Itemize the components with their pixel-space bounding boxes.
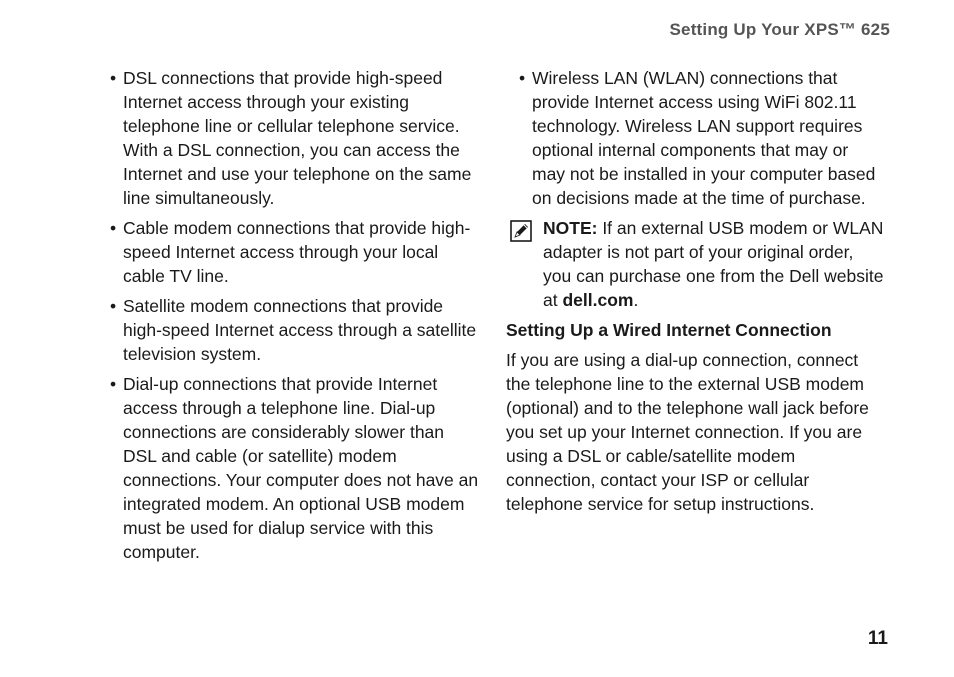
note-text: If an external USB modem or WLAN adapter is not part of your original order, you can purchase one from the Dell website at — [543, 218, 884, 310]
bullet-glyph: • — [519, 68, 526, 88]
list-item-satellite — [110, 294, 482, 366]
list-item-text: DSL connections that provide high-speed Internet access through your existing telephone line or cellular telephone service. With a DSL connection, you can access the Internet and use your telephone on the same line simultaneously. — [123, 68, 472, 208]
left-column — [110, 66, 482, 570]
list-item-dsl — [110, 66, 482, 210]
page-number: 11 — [867, 628, 888, 649]
list-item-text: Dial-up connections that provide Internet access through a telephone line. Dial-up connections are considerably slower than DSL and cable (or satellite) modem connections. Your computer does not have an integrated modem. An optional USB modem must be used for dialup service with this computer. — [123, 374, 479, 562]
connection-types-list — [110, 66, 482, 564]
bullet-glyph: • — [110, 296, 117, 316]
setup-paragraph: If you are using a dial-up connection, connect the telephone line to the external USB modem (optional) and to the telephone wall jack before you set up your Internet connection. If you are using a DSL or cable/satellite modem connection, contact your ISP or cellular telephone service for setup instructions. — [506, 350, 869, 514]
dell-website-link[interactable]: dell.com — [562, 290, 634, 310]
connection-types-list-continued — [506, 66, 886, 210]
list-item-text: Cable modem connections that provide high-speed Internet access through your local cable TV line. — [123, 218, 471, 286]
bullet-glyph: • — [110, 218, 117, 238]
note-label: NOTE: — [543, 218, 598, 238]
section-heading: Setting Up a Wired Internet Connection — [506, 320, 832, 340]
list-item-wlan — [519, 66, 886, 210]
right-column — [506, 66, 886, 516]
list-item-dialup — [110, 372, 482, 564]
bullet-glyph: • — [110, 68, 117, 88]
list-item-text: Wireless LAN (WLAN) connections that provide Internet access using WiFi 802.11 technology. Wireless LAN support requires optional internal components that may or may not be installed in your computer based on decisions made at the time of purchase. — [532, 68, 876, 208]
pencil-note-icon — [510, 220, 532, 242]
bullet-glyph: • — [110, 374, 117, 394]
running-header: Setting Up Your XPS™ 625 — [669, 20, 890, 39]
list-item-cable — [110, 216, 482, 288]
list-item-text: Satellite modem connections that provide high-speed Internet access through a satellite television system. — [123, 296, 477, 364]
note-end: . — [633, 290, 639, 310]
note-block — [506, 216, 886, 312]
